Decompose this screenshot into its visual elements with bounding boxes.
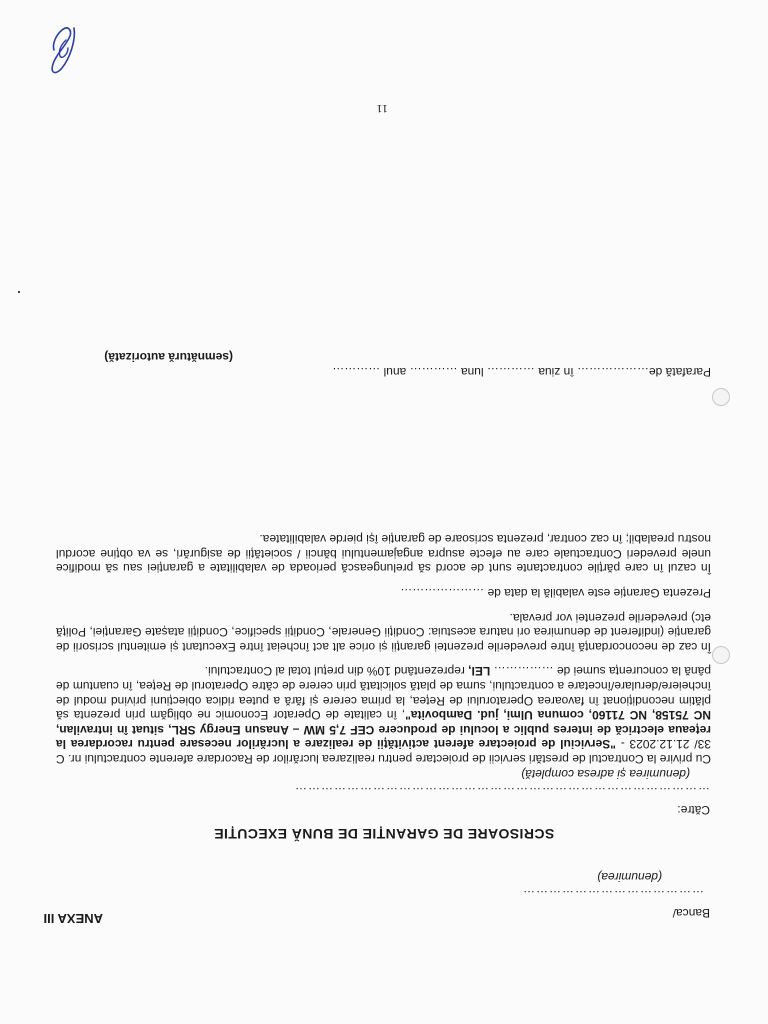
p1-text-e: reprezentând 10% din prețul total al Contractului. <box>204 664 469 679</box>
bank-sub: (denumirea) <box>597 870 662 884</box>
signature-label: (semnătură autorizată) <box>104 350 233 364</box>
recipient-block <box>294 765 710 819</box>
paragraph-1 <box>56 664 711 766</box>
signature-block <box>56 349 711 379</box>
document-title: SCRISOARE DE GARANȚIE DE BUNĂ EXECUȚIE <box>213 826 555 842</box>
annex-label: ANEXA III <box>43 911 103 926</box>
document-body <box>56 522 711 766</box>
p1-contract-title: "Serviciul de proiectare aferent activității de realizare a lucrărilor necesare pentru racordarea la rețeaua electrică de interes public a locului de producere CEF 7,5 MW – Anasun Energy SRL, situat în intravilan, NC 75158, NC 71160, comuna Ulmi, jud. Dambovita" <box>56 708 711 752</box>
bank-block <box>522 868 710 922</box>
p1-text-a: Cu privire la Contractul de prestări servicii de proiectare pentru realizarea lucrărilor de Racordare aferente contractului nr. C 33/ 21.12.2023 - <box>56 737 711 766</box>
signature-line: Parafată de……………… în ziua ………… luna ………… anul ………… <box>332 365 711 379</box>
punch-hole-icon <box>712 388 730 406</box>
paragraph-4: În cazul în care părțile contractante sunt de acord să prelungească perioada de valabilitate a garanției sau să modifice unele prevederi Contractuale care au efecte asupra angajamentului băncii / societății de asigurări, se va obține acordul nostru prealabil; în caz contrar, prezenta scrisoare de garanție își pierde valabilitatea. <box>56 532 711 576</box>
speck-mark <box>18 291 20 293</box>
recipient-label: Către: <box>677 803 710 817</box>
paragraph-2: În caz de neconcordanță între prevederile prezentei garanții și orice alt act încheiat între Executant și emitentul scrisorii de garanție (indiferent de denumirea ori natura acestuia: Condiții Generale, Condiții specifice, Condiții atașate Garanției, Poliță etc) prevederile prezentei vor prevala. <box>56 610 711 654</box>
bank-dots: …………………………………… <box>522 888 704 902</box>
p1-text-c: , în calitate de Operator Economic ne obligăm prin prezenta să plătim necondiționat în favoarea Operatorului de Rețea, la prima cerere și fără a putea ridica obiecțiuni privind modul de încheiere/derulare/încetare a contractului, suma de plată solicitată prin cerere de către Operatorul de Rețea, în cuantum de până la concurența sumei de …………… <box>56 664 711 723</box>
recipient-sub: (denumirea și adresa completă) <box>521 767 690 781</box>
bank-label: Banca/ <box>672 906 710 920</box>
p1-currency: LEI, <box>468 664 491 679</box>
recipient-dots: …………………………………………………………………………………… <box>294 785 710 799</box>
punch-hole-icon <box>712 646 730 664</box>
handwritten-initials-icon <box>46 20 80 80</box>
page-number: 11 <box>376 102 388 116</box>
paragraph-3: Prezenta Garanție este valabilă la data de ………………… <box>400 586 711 601</box>
